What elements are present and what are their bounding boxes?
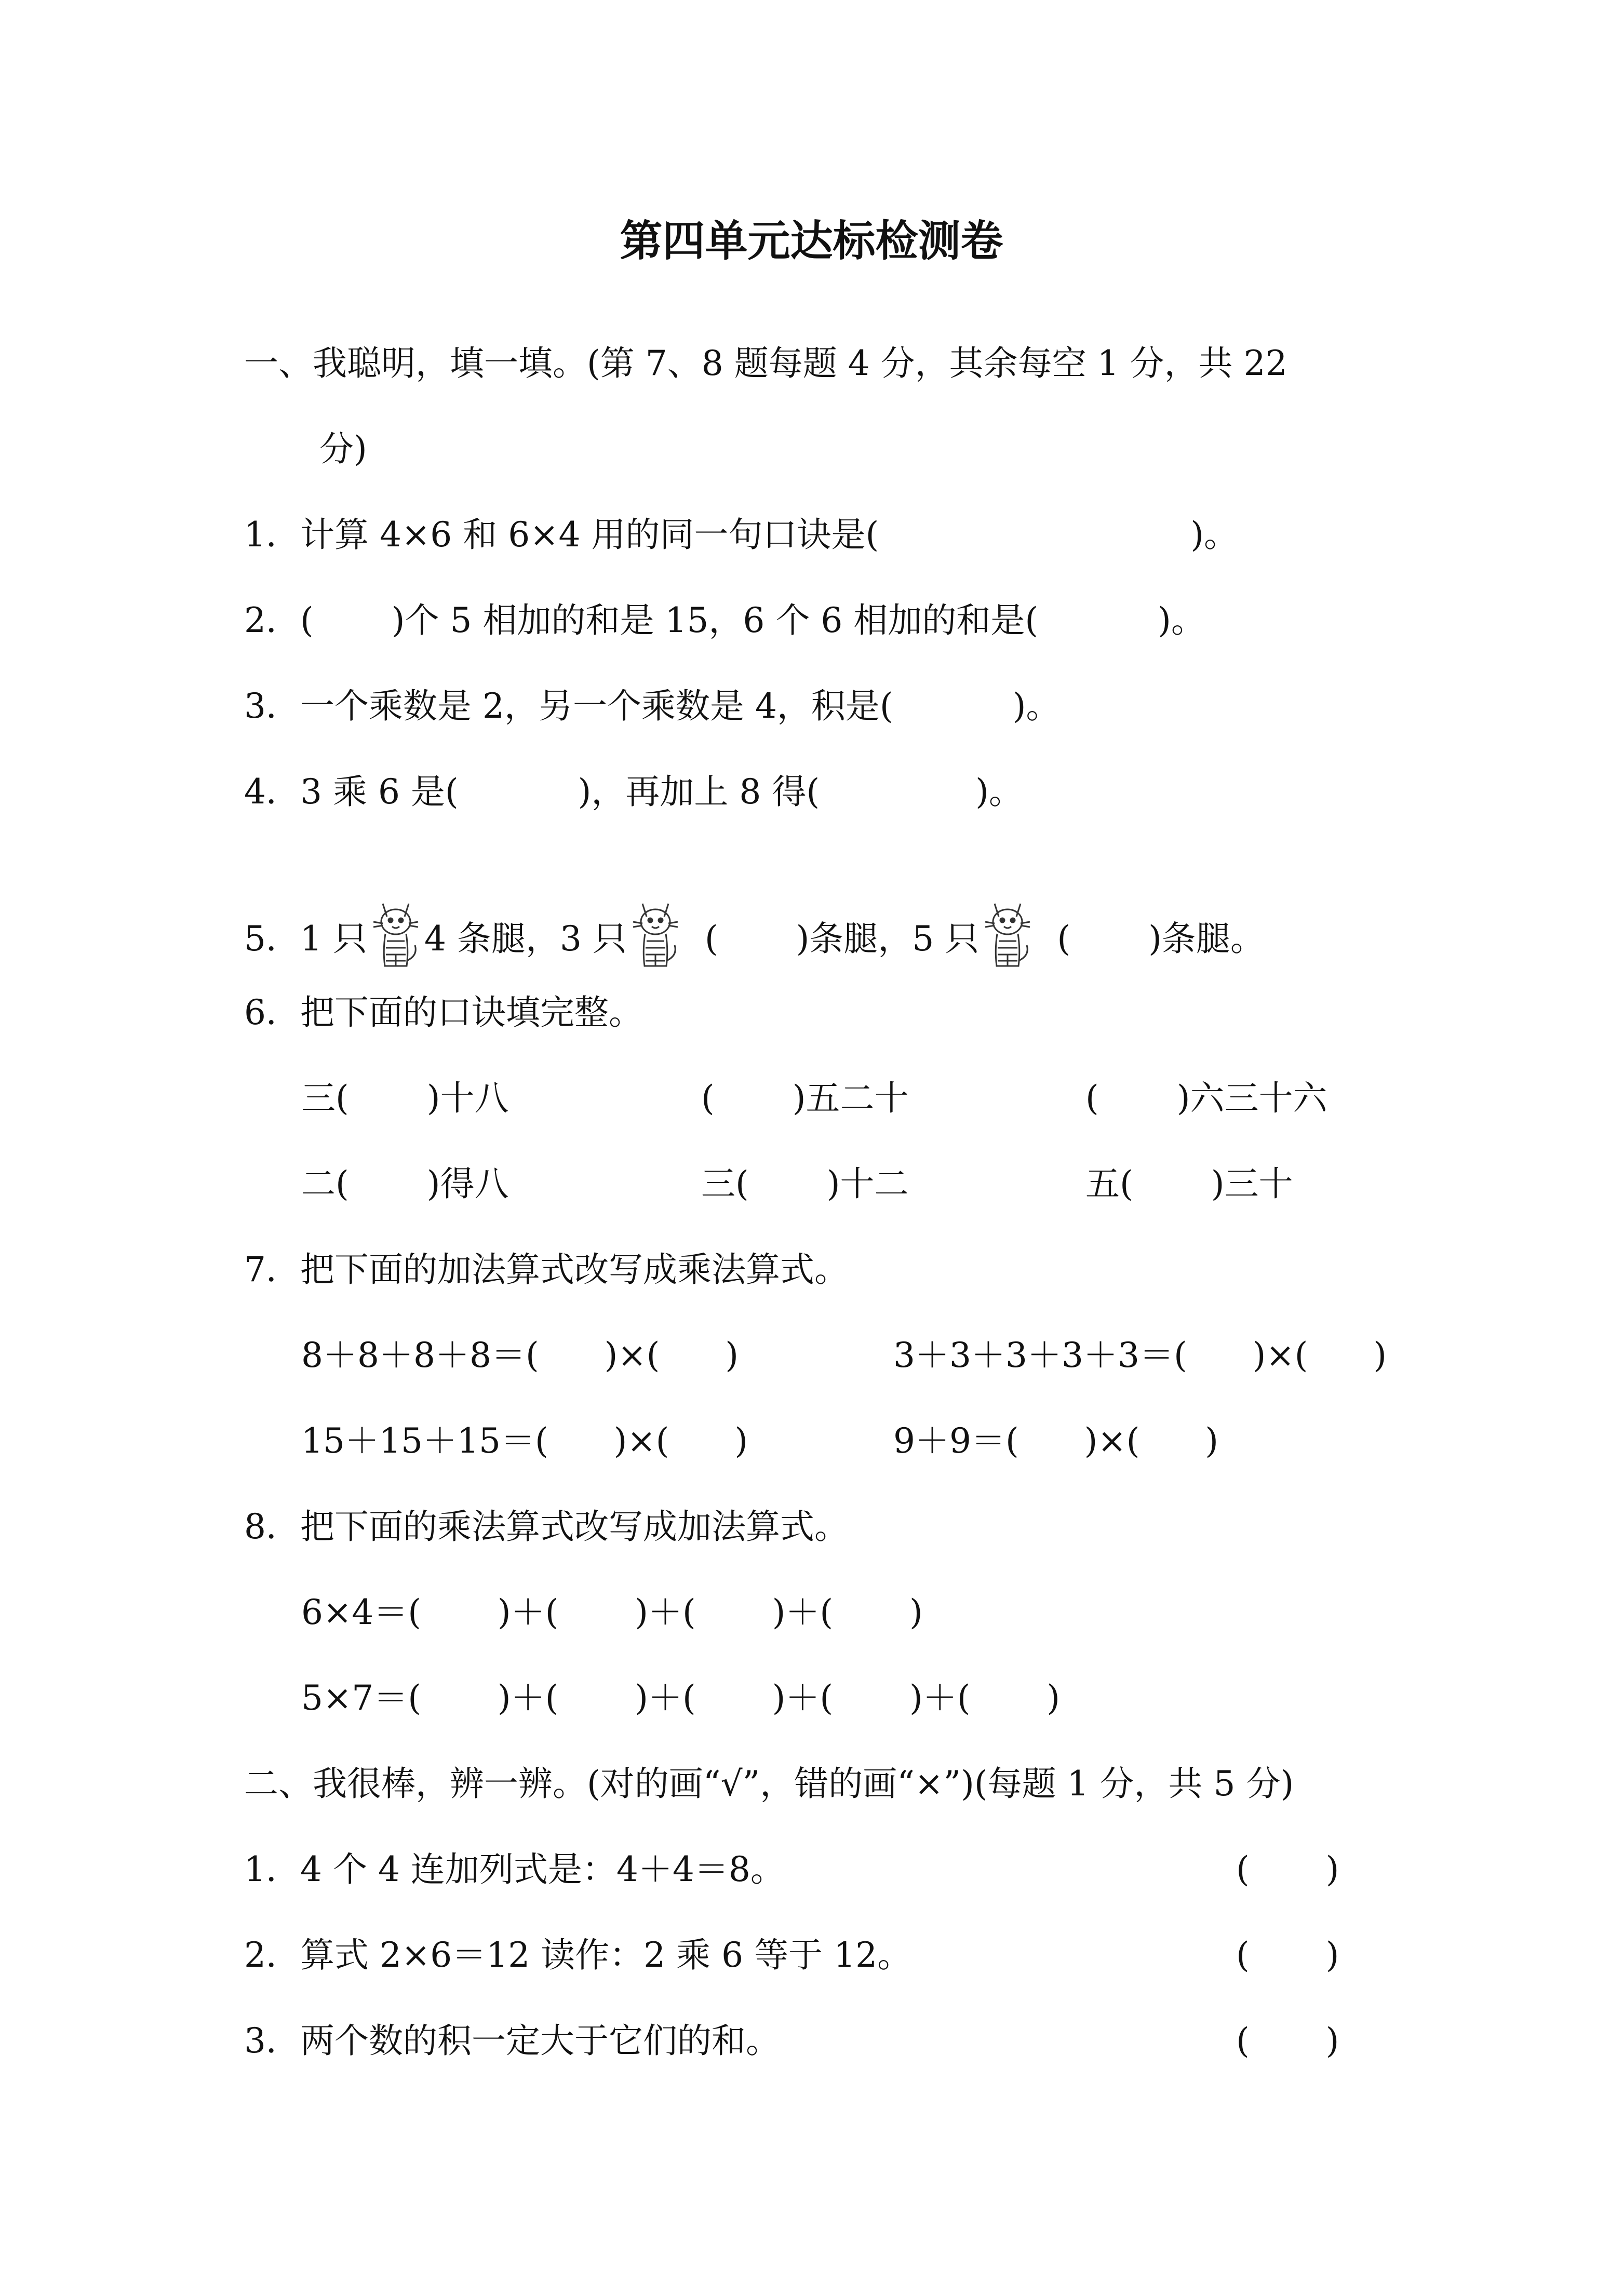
section1-heading-cont: 分)	[319, 429, 367, 469]
question-2: 2．( )个 5 相加的和是 15，6 个 6 相加的和是( )。	[244, 600, 1205, 640]
rhyme-item: ( )六三十六	[1085, 1078, 1327, 1118]
rhyme-item: 五( )三十	[1085, 1164, 1293, 1204]
cat-icon	[979, 893, 1036, 971]
answer-bracket[interactable]: ( )	[1236, 2021, 1339, 2061]
judge-item-3: 3．两个数的积一定大于它们的和。	[244, 2021, 780, 2061]
equation[interactable]: 8＋8＋8＋8＝( )×( )	[301, 1335, 739, 1375]
cat-icon	[367, 893, 424, 971]
equation[interactable]: 6×4＝( )＋( )＋( )＋( )	[301, 1592, 923, 1632]
answer-bracket[interactable]: ( )	[1236, 1849, 1339, 1889]
equation[interactable]: 3＋3＋3＋3＋3＝( )×( )	[893, 1335, 1387, 1375]
question-1: 1．计算 4×6 和 6×4 用的同一句口诀是( )。	[244, 515, 1238, 555]
question-3: 3．一个乘数是 2，另一个乘数是 4，积是( )。	[244, 686, 1061, 726]
question-6: 6．把下面的口诀填完整。	[244, 992, 643, 1032]
judge-item-1: 1．4 个 4 连加列式是：4＋4＝8。	[244, 1849, 785, 1889]
question-4: 4．3 乘 6 是( )，再加上 8 得( )。	[244, 772, 1023, 812]
page-title: 第四单元达标检测卷	[620, 217, 1003, 266]
question-5: 5．1 只 4 条腿，3 只 ( )条腿，5 只 ( )条腿。	[244, 893, 1265, 971]
equation[interactable]: 15＋15＋15＝( )×( )	[301, 1421, 748, 1461]
rhyme-item: 三( )十二	[701, 1164, 909, 1204]
rhyme-item: 二( )得八	[301, 1164, 509, 1204]
rhyme-item: 三( )十八	[301, 1078, 509, 1118]
answer-bracket[interactable]: ( )	[1236, 1935, 1339, 1975]
section1-heading: 一、我聪明，填一填。(第 7、8 题每题 4 分，其余每空 1 分，共 22	[244, 343, 1287, 383]
equation[interactable]: 5×7＝( )＋( )＋( )＋( )＋( )	[301, 1678, 1061, 1718]
judge-item-2: 2．算式 2×6＝12 读作：2 乘 6 等于 12。	[244, 1935, 912, 1975]
cat-icon	[627, 893, 684, 971]
question-8: 8．把下面的乘法算式改写成加法算式。	[244, 1507, 849, 1547]
question-7: 7．把下面的加法算式改写成乘法算式。	[244, 1250, 849, 1290]
section2-heading: 二、我很棒，辨一辨。(对的画“√”，错的画“×”)(每题 1 分，共 5 分)	[244, 1764, 1294, 1804]
rhyme-item: ( )五二十	[701, 1078, 909, 1118]
equation[interactable]: 9＋9＝( )×( )	[893, 1421, 1219, 1461]
